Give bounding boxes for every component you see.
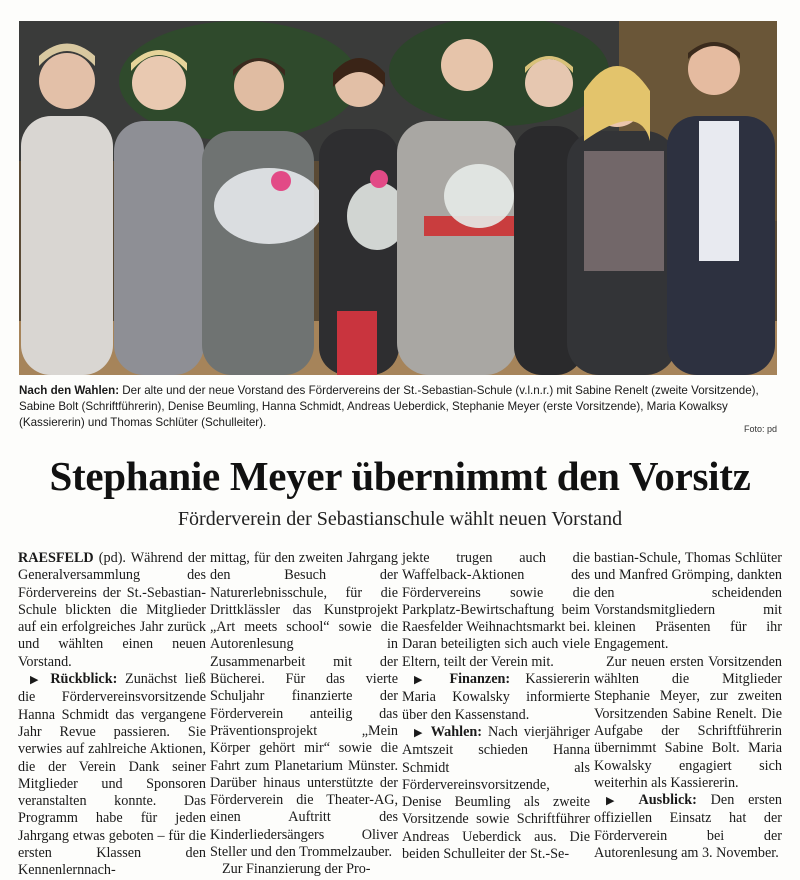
article-column-4 — [594, 550, 782, 862]
col3-paragraph-2: Kassiererin Maria Kowalsky informierte über den Kassenstand. — [402, 671, 591, 723]
keyword-finanzen: Finanzen: — [449, 671, 511, 688]
col3-paragraph-1: jekte trugen auch die Waffelback-Aktionen des Fördervereins sowie die Parkplatz-Bewirtschaftung beim Raesfelder Weihnachtsmarkt bei. Daran beteiligten sich auch viele Eltern, teilt der Verein mit. — [402, 550, 590, 670]
photo-credit: Foto: pd — [743, 424, 777, 434]
article-column-1 — [18, 550, 206, 880]
dateline: RAESFELD — [18, 550, 94, 566]
col4-paragraph-1: bastian-Schule, Thomas Schlüter und Manfred Grömping, dankten den scheidenden Vorstandsmitgliedern mit kleinen Präsenten für ihr Engagement. — [594, 550, 782, 653]
keyword-wahlen: Wahlen: — [430, 723, 483, 740]
photo-caption — [19, 383, 777, 431]
bullet-triangle-icon: ▶ — [606, 795, 625, 808]
article-column-2 — [210, 550, 398, 879]
col1-paragraph-2: Zunächst ließ die Fördervereinsvorsitzende Hanna Schmidt das vergangene Jahr Revue passieren. Sie verwies auf zahlreiche Aktionen, die der Verein Dank seiner Mitglieder und Sponsoren veranstalten konnte. Das Programm habe für jeden Jahrgang etwas geboten – für die ersten Klassen den Kennenlernnach- — [18, 671, 206, 879]
col2-paragraph-2: Zur Finanzierung der Pro- — [222, 861, 371, 878]
col1-paragraph-1: (pd). Während der Generalversammlung des Fördervereins der St.-Sebastian-Schule blickten die Mitglieder auf ein erfolgreiches Jahr zurück und wählten einen neuen Vorstand. — [18, 550, 206, 670]
col4-paragraph-2: Zur neuen ersten Vorsitzenden wählten die Mitglieder Stephanie Meyer, zur zweiten Vorsitzenden Sabine Renelt. Die Aufgabe der Schriftführerin übernimmt Sabine Bolt. Maria Kowalsky engagiert sich weiterhin als Kassiererin. — [594, 653, 782, 791]
col4-paragraph-3: Den ersten offiziellen Einsatz hat der Förderverein bei der Autorenlesung am 3. November. — [594, 792, 782, 862]
bullet-triangle-icon: ▶ — [30, 674, 43, 687]
subheadline: Förderverein der Sebastianschule wählt neuen Vorstand — [177, 508, 623, 530]
col3-paragraph-3: Nach vierjähriger Amtszeit schieden Hanna Schmidt als Fördervereinsvorsitzende, Denise Beumling als zweite Vorsitzende sowie Schriftführer Andreas Ueberdick aus. Die beiden Schulleiter der St.-Se- — [402, 723, 590, 863]
headline: Stephanie Meyer übernimmt den Vorsitz — [49, 453, 751, 499]
group-photo — [19, 21, 777, 375]
col2-paragraph-1: mittag, für den zweiten Jahrgang den Besuch der Naturerlebnisschule, für die Drittklässler das Kunstprojekt „Art meets school“ sowie die Autorenlesung in Zusammenarbeit mit der Bücherei. Für das vierte Schuljahr finanzierte der Förderverein anteilig das Präventionsprojekt „Mein Körper gehört mir“ sowie die Fahrt zum Planetarium Münster. Darüber hinaus unterstützte der Förderverein die Theater-AG, einen Auftritt des Kinderliedersängers Oliver Steller und den Trommelzauber. — [210, 550, 398, 861]
keyword-ausblick: Ausblick: — [638, 792, 697, 809]
group-photo-illustration — [19, 21, 777, 375]
caption-lead: Nach den Wahlen: — [19, 384, 120, 397]
bullet-triangle-icon: ▶ — [414, 674, 435, 687]
article-column-3 — [402, 550, 590, 863]
caption-text: Der alte und der neue Vorstand des Fördervereins der St.-Sebastian-Schule (v.l.n.r.) mit Sabine Renelt (zweite Vorsitzende), Sabine Bolt (Schriftführerin), Denise Beumling, Hanna Schmidt, Andreas Ueberdick, Stephanie Meyer (erste Vorsitzende), Maria Kowalksy (Kassiererin) und Thomas Schlüter (Schulleiter). — [19, 384, 759, 429]
bullet-triangle-icon: ▶ — [414, 726, 425, 739]
keyword-rueckblick: Rückblick: — [50, 671, 118, 688]
